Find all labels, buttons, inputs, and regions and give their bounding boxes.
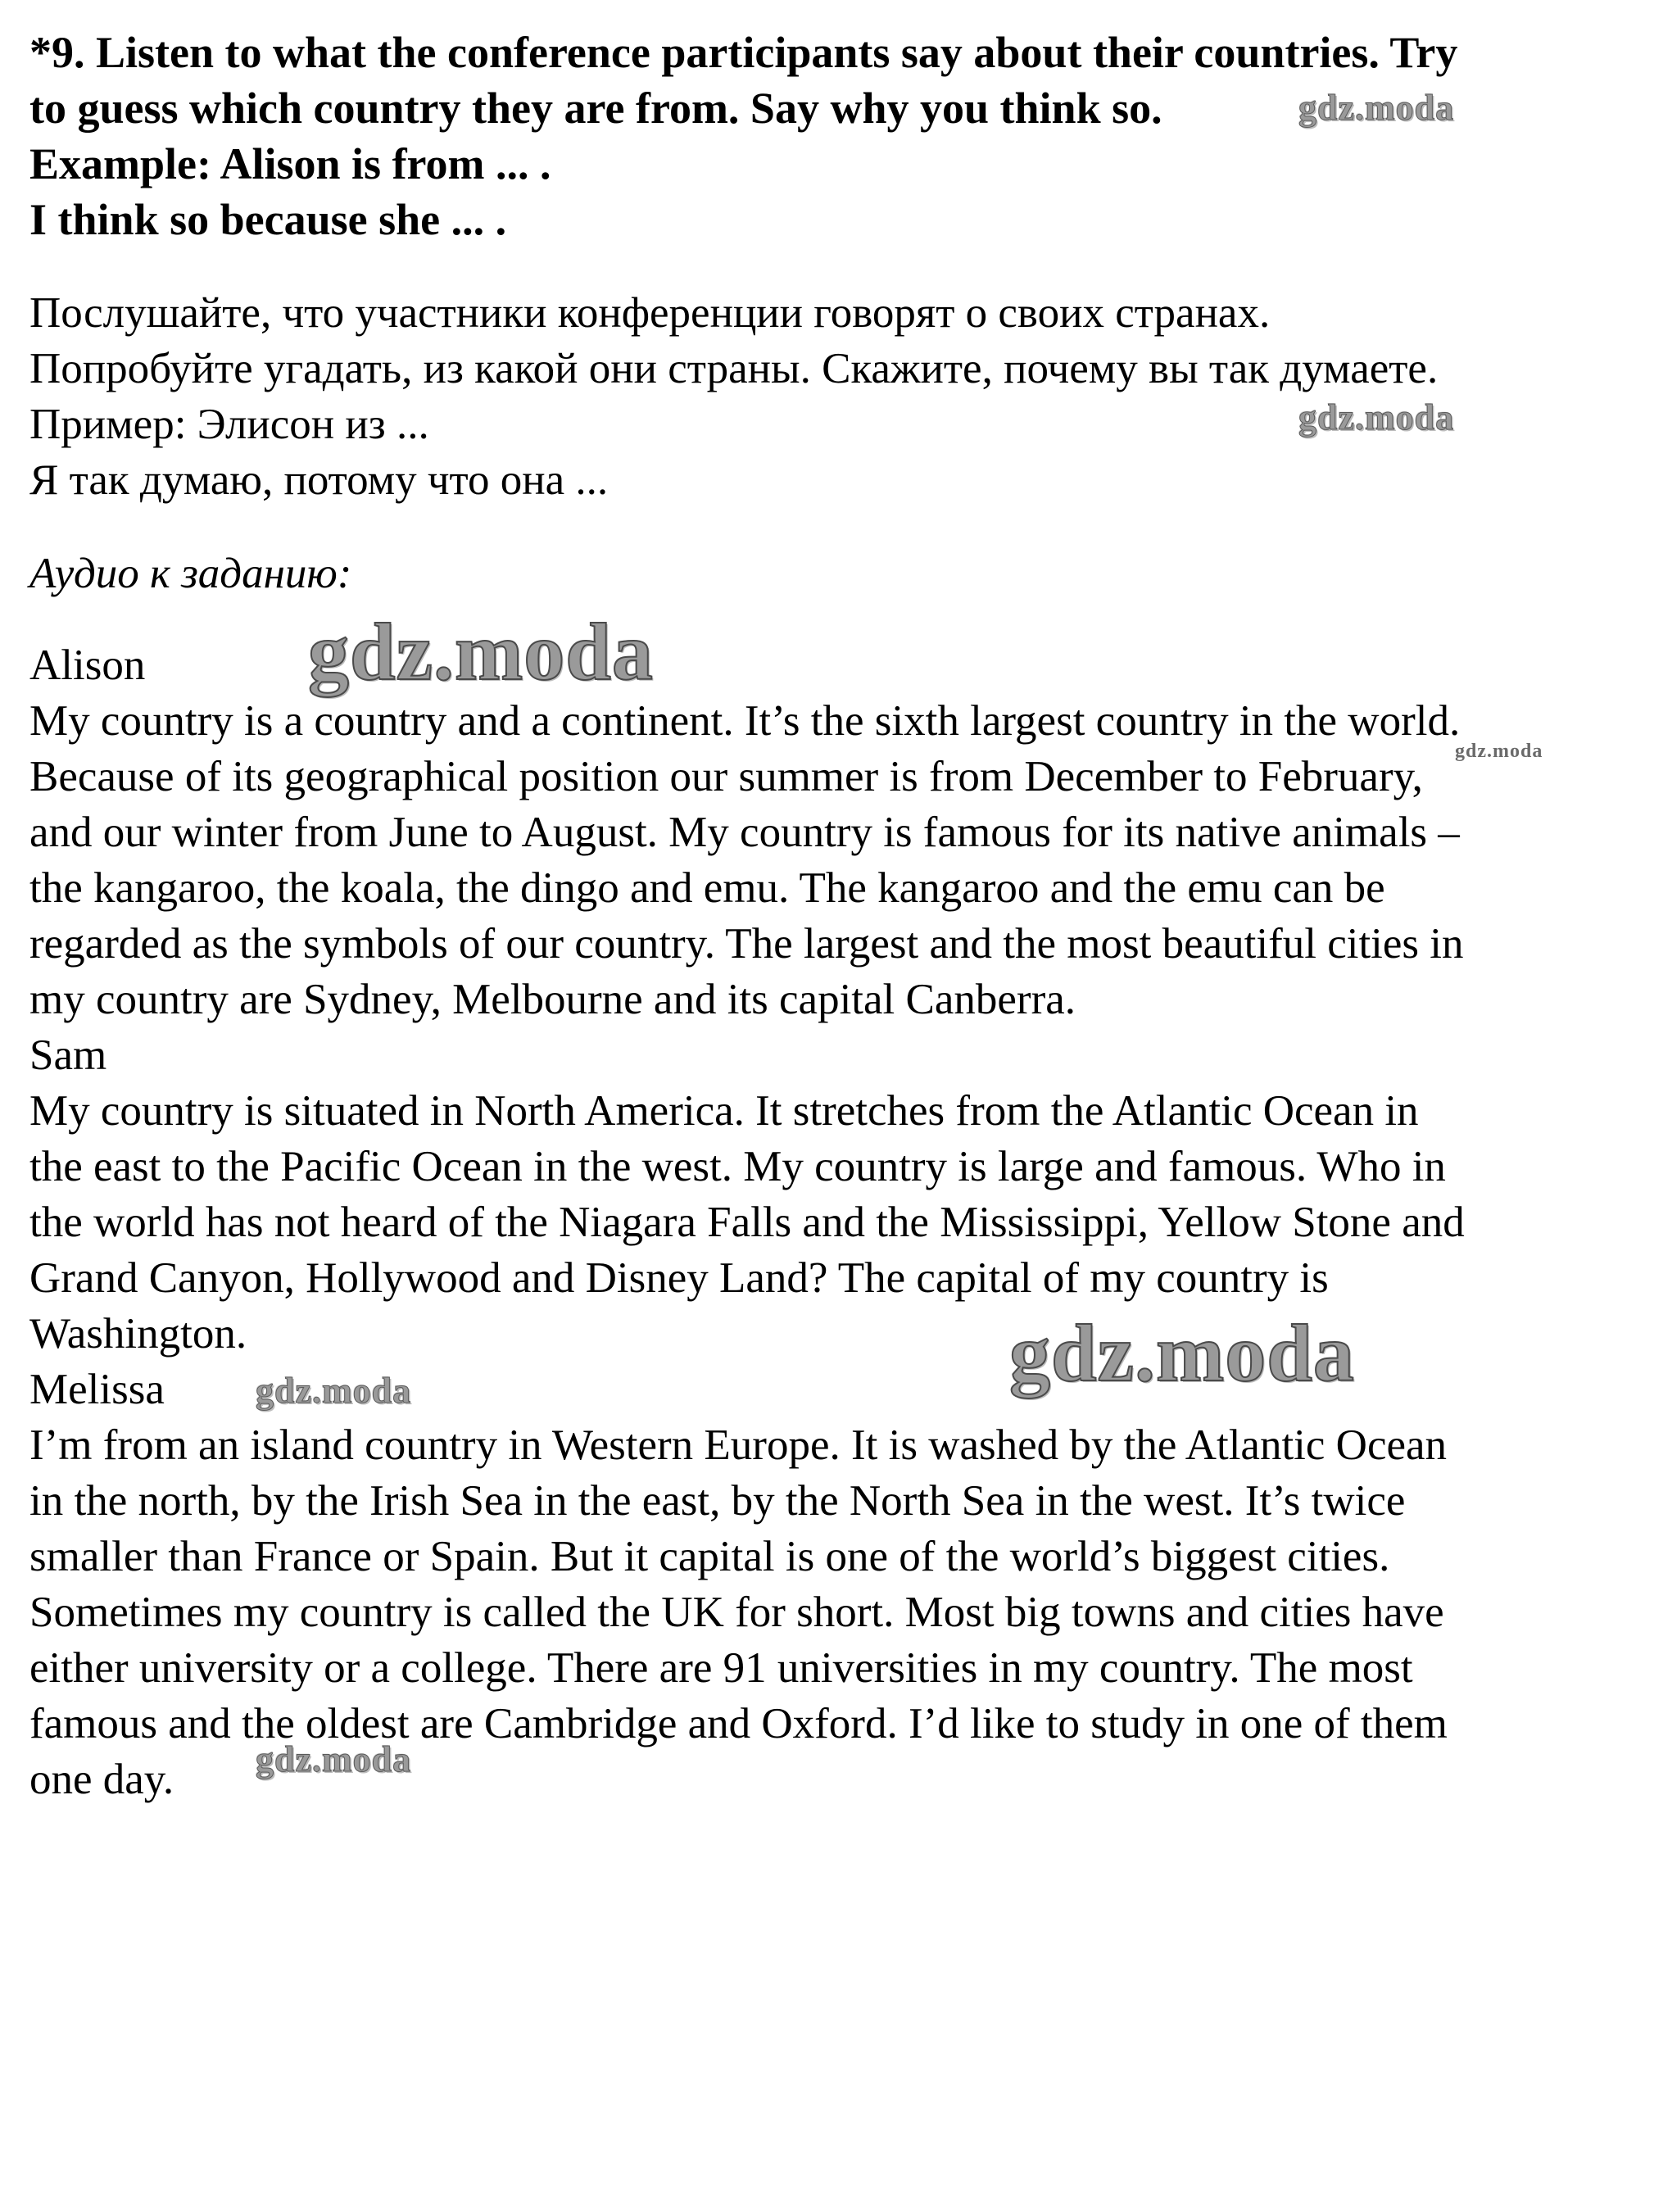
watermark: gdz.moda: [256, 1371, 412, 1411]
speaker-text-line: I’m from an island country in Western Europe. It is washed by the Atlantic Ocean: [29, 1421, 1448, 1469]
speaker-text-line: my country are Sydney, Melbourne and its capital Canberra.: [29, 976, 1076, 1023]
translation-line: Я так думаю, потому что она ...: [29, 456, 609, 504]
speaker-text-line: Washington.: [29, 1310, 247, 1358]
audio-label: Аудио к заданию:: [29, 550, 352, 597]
speaker-text-line: the east to the Pacific Ocean in the west. My country is large and famous. Who in: [29, 1143, 1446, 1190]
speaker-name-alison: Alison: [29, 641, 146, 689]
speaker-text-line: in the north, by the Irish Sea in the east, by the North Sea in the west. It’s twice: [29, 1477, 1406, 1525]
task-heading-line: *9. Listen to what the conference participants say about their countries. Try: [29, 28, 1458, 77]
speaker-text-line: My country is situated in North America. It stretches from the Atlantic Ocean in: [29, 1087, 1419, 1135]
speaker-text-line: smaller than France or Spain. But it capital is one of the world’s biggest cities.: [29, 1533, 1390, 1580]
speaker-name-melissa: Melissa: [29, 1366, 165, 1413]
watermark: gdz.moda: [256, 1739, 412, 1779]
task-example-line: Example: Alison is from ... .: [29, 139, 551, 188]
task-example-line: I think so because she ... .: [29, 195, 507, 244]
watermark: gdz.moda: [1298, 397, 1455, 437]
watermark: gdz.moda: [308, 606, 654, 697]
translation-line: Послушайте, что участники конференции говорят о своих странах.: [29, 289, 1271, 337]
speaker-text-line: either university or a college. There are 91 universities in my country. The most: [29, 1644, 1413, 1692]
speaker-text-line: famous and the oldest are Cambridge and Oxford. I’d like to study in one of them: [29, 1700, 1448, 1747]
speaker-text-line: regarded as the symbols of our country. The largest and the most beautiful cities in: [29, 920, 1464, 968]
speaker-name-sam: Sam: [29, 1031, 107, 1079]
speaker-text-line: My country is a country and a continent. It’s the sixth largest country in the world.: [29, 697, 1461, 745]
watermark: gdz.moda: [1298, 88, 1455, 128]
speaker-text-line: the kangaroo, the koala, the dingo and emu. The kangaroo and the emu can be: [29, 864, 1385, 912]
translation-line: Пример: Элисон из ...: [29, 401, 429, 448]
watermark: gdz.moda: [1455, 741, 1543, 762]
speaker-text-line: Because of its geographical position our summer is from December to February,: [29, 753, 1423, 800]
translation-line: Попробуйте угадать, из какой они страны. Скажите, почему вы так думаете.: [29, 345, 1439, 392]
task-heading-line: to guess which country they are from. Say why you think so.: [29, 84, 1162, 133]
speaker-text-line: the world has not heard of the Niagara Falls and the Mississippi, Yellow Stone and: [29, 1199, 1465, 1246]
watermark: gdz.moda: [1009, 1308, 1355, 1398]
speaker-text-line: Grand Canyon, Hollywood and Disney Land? The capital of my country is: [29, 1254, 1329, 1302]
speaker-text-line: Sometimes my country is called the UK for short. Most big towns and cities have: [29, 1589, 1444, 1636]
speaker-text-line: one day.: [29, 1756, 174, 1803]
speaker-text-line: and our winter from June to August. My country is famous for its native animals –: [29, 809, 1460, 856]
